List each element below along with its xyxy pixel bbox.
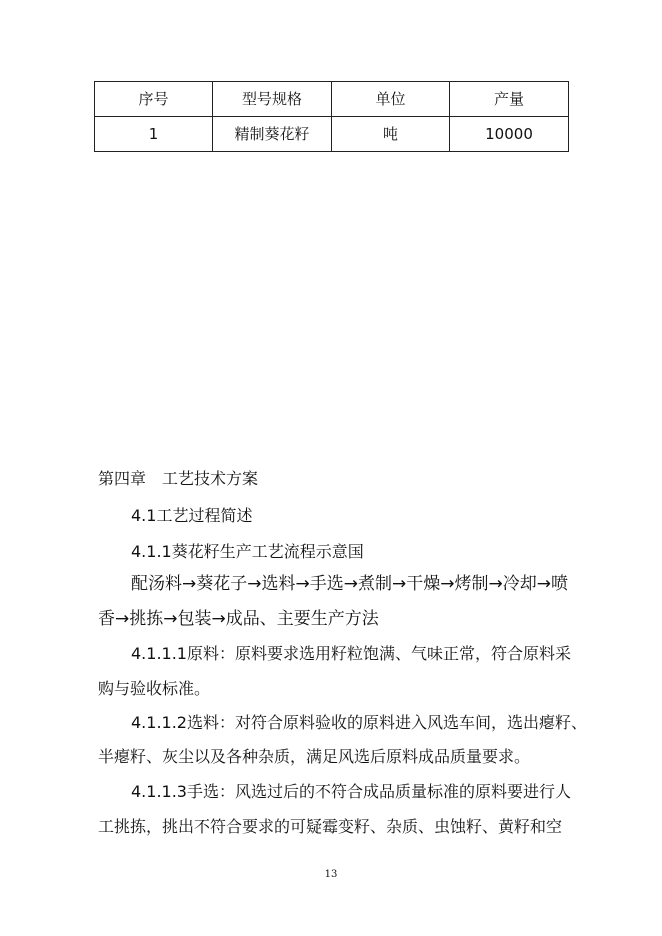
paragraph-line: 购与验收标准。 [98,679,211,698]
subsection-heading: 4.1.1葵花籽生产工艺流程示意国 [131,542,364,561]
page-number: 13 [324,869,338,880]
process-flow-line: 香→挑拣→包装→成品、主要生产方法 [98,609,379,629]
table-cell: 吨 [332,117,450,152]
product-table [94,81,569,152]
table-header-cell: 单位 [332,82,450,117]
paragraph-line: 工挑拣，挑出不符合要求的可疑霉变籽、杂质、虫蚀籽、黄籽和空 [98,817,563,836]
process-flow-line: 配汤料→葵花子→选料→手选→煮制→干燥→烤制→冷却→喷 [131,574,568,594]
paragraph-line: 半瘪籽、灰尘以及各种杂质，满足风选后原料成品质量要求。 [98,747,531,766]
table-header-row [95,82,569,117]
paragraph-line: 4.1.1.3手选：风选过后的不符合成品质量标准的原料要进行人 [131,782,571,801]
table-header-cell: 序号 [95,82,213,117]
chapter-heading: 第四章 工艺技术方案 [98,469,259,488]
table-cell: 10000 [450,117,569,152]
table-cell: 1 [95,117,213,152]
paragraph-line: 4.1.1.2选料：对符合原料验收的原料进入风选车间，选出瘪籽、 [131,713,587,732]
paragraph-line: 4.1.1.1原料：原料要求选用籽粒饱满、气味正常，符合原料采 [131,644,571,663]
table-header-cell: 型号规格 [213,82,332,117]
table-row [95,117,569,152]
table-cell: 精制葵花籽 [213,117,332,152]
table-header-cell: 产量 [450,82,569,117]
section-heading: 4.1工艺过程简述 [131,506,253,525]
